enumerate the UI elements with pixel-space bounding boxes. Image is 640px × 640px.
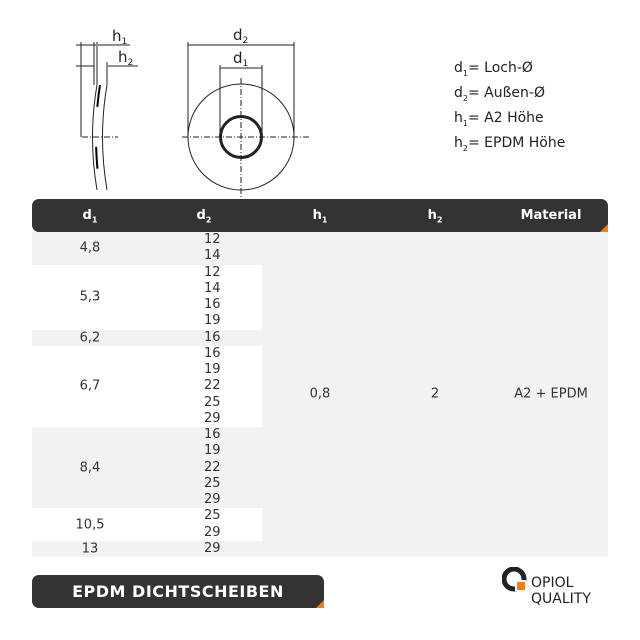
d1-value: 4,8 xyxy=(79,240,101,256)
accent-corner xyxy=(600,224,608,232)
header-d2: $d_2$ xyxy=(196,208,212,225)
d1-value: 13 xyxy=(81,541,99,557)
opiol-logo-icon xyxy=(502,567,528,593)
table-row-group: 10,5 25 29 xyxy=(32,508,262,541)
table-row-group: 4,8 12 14 xyxy=(79,232,221,264)
d1-label: $d_1$ xyxy=(233,49,249,69)
material-value: A2 + EPDM xyxy=(514,386,588,402)
table-row-group: 6,7 16 19 22 25 29 xyxy=(32,346,262,427)
legend-item: $h_1= A2$ Höhe xyxy=(454,110,544,128)
h1-label: $h_1$ xyxy=(112,27,128,47)
product-title: EPDM DICHTSCHEIBEN xyxy=(72,582,284,601)
product-title-banner xyxy=(32,575,324,608)
table-row-group: 6,2 16 xyxy=(79,329,221,346)
d1-value: 10,5 xyxy=(75,517,105,532)
h1-value: 0,8 xyxy=(309,386,331,402)
d1-value: 6,7 xyxy=(79,378,101,394)
table-row-group: 5,3 12 14 16 19 xyxy=(32,265,262,330)
table-row-group: 8,4 16 19 22 25 29 xyxy=(79,427,221,507)
header-h1: $h_1$ xyxy=(312,208,328,225)
legend-item: $d_2=$ Außen-Ø xyxy=(454,85,545,103)
d1-value: 6,2 xyxy=(79,330,101,346)
table-row-group: 13 29 xyxy=(81,540,221,557)
d1-value: 5,3 xyxy=(79,289,101,305)
d1-value: 8,4 xyxy=(79,460,101,476)
header-d1: $d_1$ xyxy=(82,208,98,225)
legend-item: $h_2=$ EPDM Höhe xyxy=(454,135,566,153)
brand-name: OPIOL QUALITY xyxy=(531,575,591,607)
header-material: Material xyxy=(520,208,582,223)
header-h2: $h_2$ xyxy=(427,208,443,225)
legend-item: $d_1=$ Loch-Ø xyxy=(454,60,533,78)
h2-label: $h_2$ xyxy=(118,48,134,68)
table-body xyxy=(32,232,608,557)
table-header xyxy=(32,199,608,232)
h2-value: 2 xyxy=(430,386,440,402)
d2-label: $d_2$ xyxy=(233,26,249,46)
washer-technical-drawing xyxy=(0,0,320,200)
